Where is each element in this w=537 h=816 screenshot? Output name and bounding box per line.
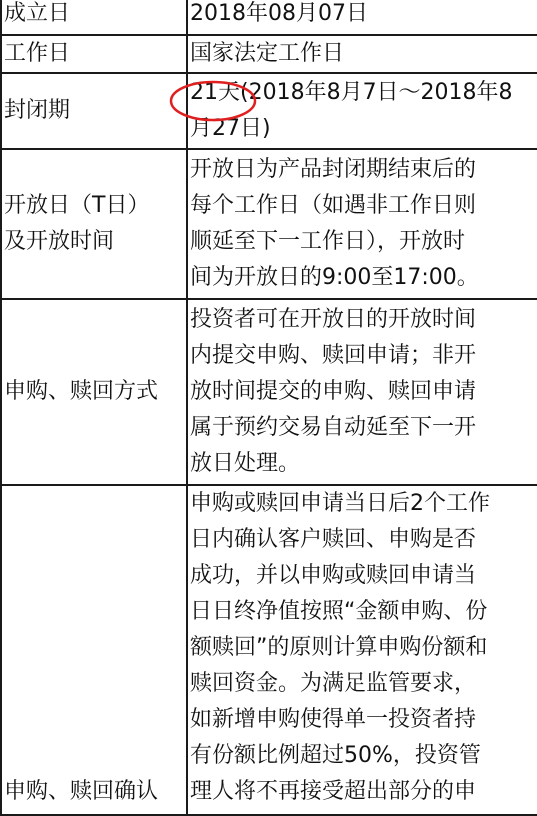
label-text: 成立日 <box>4 1 71 26</box>
label-text: 工作日 <box>4 41 71 66</box>
value-line: 间为开放日的9:00至17:00。 <box>190 265 479 290</box>
label-text: 申购、赎回确认 <box>4 779 159 804</box>
row-value-establish-date <box>187 0 537 35</box>
value-line: 理人将不再接受超出部分的申 <box>190 779 477 804</box>
value-line: 如新增申购使得单一投资者持 <box>190 707 477 732</box>
row-value-closed-period <box>187 73 537 149</box>
value-line: 每个工作日（如遇非工作日则 <box>190 193 477 218</box>
label-line: 开放日（T日） <box>4 193 150 218</box>
label-text: 申购、赎回方式 <box>4 379 159 404</box>
row-label-subscription-confirm <box>1 485 187 815</box>
table-row <box>1 299 537 485</box>
value-line: 放日处理。 <box>190 451 301 476</box>
table-row <box>1 0 537 35</box>
value-line: 日日终净值按照“金额申购、份 <box>190 599 488 624</box>
row-value-subscription-method <box>187 299 537 485</box>
value-line: 投资者可在开放日的开放时间 <box>190 307 477 332</box>
table-row <box>1 73 537 149</box>
value-line: 开放日为产品封闭期结束后的 <box>190 157 477 182</box>
value-line: 有份额比例超过50%，投资管 <box>190 743 481 768</box>
value-line: 顺延至下一工作日），开放时 <box>190 229 466 254</box>
row-label-establish-date <box>1 0 187 35</box>
value-line: 内提交申购、赎回申请；非开 <box>190 343 477 368</box>
row-label-subscription-method <box>1 299 187 485</box>
value-line: 21天(2018年8月7日～2018年8 <box>190 80 513 105</box>
label-line: 及开放时间 <box>4 229 115 254</box>
label-text: 封闭期 <box>4 98 71 123</box>
row-value-workday <box>187 35 537 73</box>
row-label-open-day <box>1 149 187 299</box>
row-label-workday <box>1 35 187 73</box>
row-value-open-day <box>187 149 537 299</box>
value-line: 申购或赎回申请当日后2个工作 <box>190 491 490 516</box>
value-line: 放时间提交的申购、赎回申请 <box>190 379 477 404</box>
value-line: 日内确认客户赎回、申购是否 <box>190 527 477 552</box>
value-line: 2018年08月07日 <box>190 1 368 26</box>
table-row <box>1 35 537 73</box>
value-line: 额赎回”的原则计算申购份额和 <box>190 635 488 660</box>
value-line: 成功，并以申购或赎回申请当 <box>190 563 477 588</box>
table-row <box>1 149 537 299</box>
row-value-subscription-confirm <box>187 485 537 815</box>
value-line: 赎回资金。为满足监管要求， <box>190 671 477 696</box>
value-line: 属于预约交易自动延至下一开 <box>190 415 477 440</box>
value-line: 月27日) <box>190 116 271 141</box>
row-label-closed-period <box>1 73 187 149</box>
value-line: 国家法定工作日 <box>190 41 345 66</box>
table-row <box>1 485 537 815</box>
